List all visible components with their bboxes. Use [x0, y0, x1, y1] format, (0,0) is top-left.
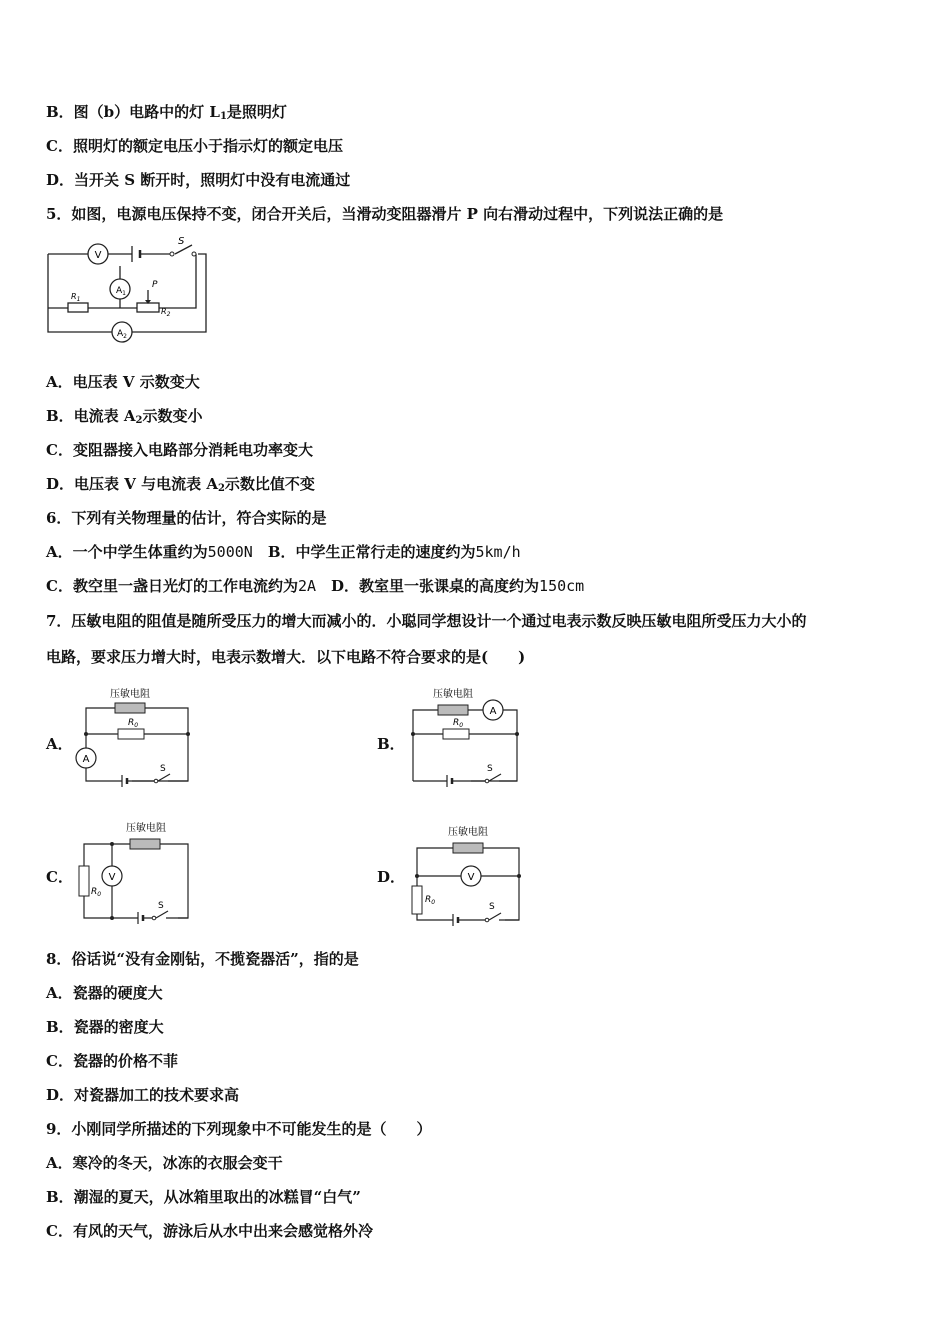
q7-circuit-d	[405, 816, 530, 928]
q7d-r0	[412, 886, 422, 914]
q5-a1-label: $A_1$	[116, 286, 126, 297]
q7d-r0-label: $R_0$	[425, 895, 436, 906]
q7c-r0	[79, 866, 89, 896]
q7a-r0-label: $R_0$	[128, 718, 139, 729]
q7a-ammeter-label: A	[82, 754, 90, 765]
q5-rheostat-r2	[137, 303, 159, 312]
q5-option-b: B．电流表 $A_2$示数变小	[46, 407, 203, 426]
q7c-switch-label: S	[158, 901, 164, 911]
q7-circuit-a	[70, 684, 200, 789]
q5-option-c: C．变阻器接入电路部分消耗电功率变大	[46, 441, 313, 459]
q7b-sensor-label: 压敏电阻	[433, 689, 473, 700]
q7d-sensor	[453, 843, 483, 853]
q9-option-c: C．有风的天气，游泳后从水中出来会感觉格外冷	[46, 1222, 373, 1240]
q9-stem: 9．小刚同学所描述的下列现象中不可能发生的是（ ）	[46, 1120, 432, 1138]
q7-option-d-label: D．	[377, 868, 406, 886]
q4-option-d: D．当开关 S 断开时，照明灯中没有电流通过	[46, 171, 351, 189]
q9-option-b: B．潮湿的夏天，从冰箱里取出的冰糕冒“白气”	[46, 1188, 361, 1206]
q7-circuit-c	[70, 816, 200, 926]
q7c-sensor	[130, 839, 160, 849]
q5-stem: 5．如图，电源电压保持不变，闭合开关后，当滑动变阻器滑片 P 向右滑动过程中，下列说法正确的是	[46, 205, 724, 223]
q5-circuit-figure	[40, 232, 220, 347]
q5-a2-label: $A_2$	[117, 329, 127, 340]
q8-stem: 8．俗话说“没有金刚钻，不揽瓷器活”，指的是	[46, 950, 359, 968]
q8-option-a: A．瓷器的硬度大	[46, 984, 163, 1002]
q7b-sensor	[438, 705, 468, 715]
q7d-sensor-label: 压敏电阻	[448, 827, 488, 838]
q5-option-d: D．电压表 V 与电流表 $A_2$示数比值不变	[46, 475, 315, 494]
q8-option-c: C．瓷器的价格不菲	[46, 1052, 178, 1070]
q7c-sensor-label: 压敏电阻	[126, 823, 166, 834]
q7a-switch-label: S	[160, 764, 166, 774]
q7-option-c-label: C．	[46, 868, 73, 886]
q5-switch-label: S	[178, 236, 185, 247]
q7d-switch-label: S	[489, 902, 495, 912]
q4-option-c: C．照明灯的额定电压小于指示灯的额定电压	[46, 137, 343, 155]
q7-stem-line1: 7．压敏电阻的阻值是随所受压力的增大而减小的．小聪同学想设计一个通过电表示数反映压敏电阻所受压力大小的	[46, 612, 807, 630]
q5-r1-label: $R_1$	[71, 292, 81, 303]
q9-option-a: A．寒冷的冬天，冰冻的衣服会变干	[46, 1154, 283, 1172]
q5-resistor-r1	[68, 303, 88, 312]
q5-option-a: A．电压表 V 示数变大	[46, 373, 200, 391]
q5-voltmeter-label: V	[94, 250, 102, 261]
q6-stem: 6．下列有关物理量的估计，符合实际的是	[46, 509, 327, 527]
q7b-ammeter-label: A	[489, 706, 497, 717]
q7-circuit-b	[405, 684, 530, 789]
q6-options-ab: A．一个中学生体重约为5000N B．中学生正常行走的速度约为5km/h	[46, 543, 521, 561]
q7-option-a-label: A．	[46, 735, 73, 753]
q7a-sensor-label: 压敏电阻	[110, 689, 150, 700]
q7b-r0-label: $R_0$	[453, 718, 464, 729]
q7c-voltmeter-label: V	[108, 872, 116, 883]
q8-option-b: B．瓷器的密度大	[46, 1018, 164, 1036]
q7b-r0	[443, 729, 469, 739]
q8-option-d: D．对瓷器加工的技术要求高	[46, 1086, 240, 1104]
q7c-r0-label: $R_0$	[91, 887, 102, 898]
q5-r2-label: $R_2$	[161, 307, 171, 318]
q7d-voltmeter-label: V	[467, 872, 475, 883]
q7-option-b-label: B．	[377, 735, 405, 753]
q4-option-b: B．图（b）电路中的灯 $L_1$是照明灯	[46, 103, 287, 122]
q6-options-cd: C．教空里一盏日光灯的工作电流约为2A D．教室里一张课桌的高度约为150cm	[46, 577, 585, 595]
q5-p-label: P	[152, 280, 158, 290]
q7b-switch-label: S	[487, 764, 493, 774]
q7a-sensor	[115, 703, 145, 713]
q7a-r0	[118, 729, 144, 739]
q7-stem-line2: 电路，要求压力增大时，电表示数增大．以下电路不符合要求的是( )	[46, 648, 526, 666]
